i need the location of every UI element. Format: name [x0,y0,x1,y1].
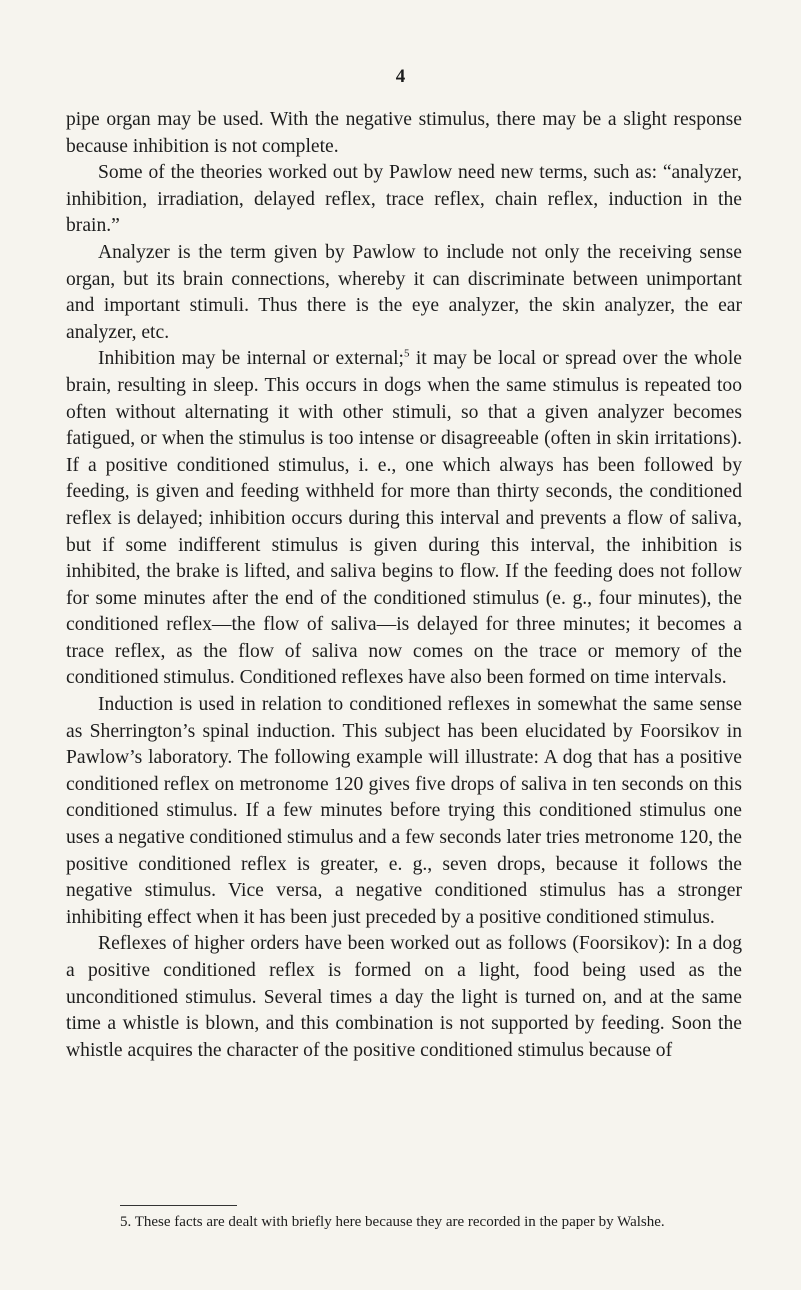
paragraph-2: Some of the theories worked out by Pawlow need new terms, such as: “analyzer, inhibition, irradiation, delayed reflex, trace reflex, chain reflex, induction in the brain.” [66,162,742,237]
footnote [66,1213,742,1233]
paragraph-4-rest: it may be local or spread over the whole brain, resulting in sleep. This occurs in dogs when the same stimulus is repeated too often without alternating it with other stimuli, so that a given analyzer becomes fatigued, or when the stimulus is too intense or disagreeable (often in skin irritations). If a positive conditioned stimulus, i. e., one which always has been followed by feeding, is given and feeding withheld for more than thirty seconds, the conditioned reflex is delayed; inhibition occurs during this interval and prevents a flow of saliva, but if some indifferent stimulus is given during this interval, the inhibition is inhibited, the brake is lifted, and saliva begins to flow. If the feeding does not follow for some minutes after the end of the conditioned stimulus (e. g., four minutes), the conditioned reflex—the flow of saliva—is delayed for three minutes; it becomes a trace reflex, as the flow of saliva now comes on the trace or memory of the conditioned stimulus. Conditioned reflexes have also been formed on time intervals. [66,348,742,689]
page-number: 4 [395,66,406,87]
paragraph-4 [66,346,742,692]
paragraph-3: Analyzer is the term given by Pawlow to include not only the receiving sense organ, but its brain connections, whereby it can discriminate between unimportant and important stimuli. Thus there is the eye analyzer, the skin analyzer, the ear analyzer, etc. [66,241,742,343]
paragraph-1: pipe organ may be used. With the negative stimulus, there may be a slight response because inhibition is not complete. [66,109,742,157]
paragraph-6: Reflexes of higher orders have been worked out as follows (Foorsikov): In a dog a positive conditioned reflex is formed on a light, food being used as the unconditioned stimulus. Several times a day the light is turned on, and at the same time a whistle is blown, and this combination is not supported by feeding. Soon the whistle acquires the character of the positive conditioned stimulus because of [66,933,742,1061]
footnote-reference: 5 [404,347,410,360]
paragraph-4-start: Inhibition may be internal or external; [98,348,404,370]
footnote-divider [120,1205,237,1206]
body-text [66,107,742,1064]
footnote-text: 5. These facts are dealt with briefly here because they are recorded in the paper by Walshe. [120,1214,665,1230]
paragraph-5: Induction is used in relation to conditioned reflexes in somewhat the same sense as Sherrington’s spinal induction. This subject has been elucidated by Foorsikov in Pawlow’s laboratory. The following example will illustrate: A dog that has a positive conditioned reflex on metronome 120 gives five drops of saliva in ten seconds on this conditioned stimulus. If a few minutes before trying this conditioned stimulus one uses a negative conditioned stimulus and a few seconds later tries metronome 120, the positive conditioned reflex is greater, e. g., seven drops, because it follows the negative stimulus. Vice versa, a negative conditioned stimulus has a stronger inhibiting effect when it has been just preceded by a positive conditioned stimulus. [66,694,742,928]
